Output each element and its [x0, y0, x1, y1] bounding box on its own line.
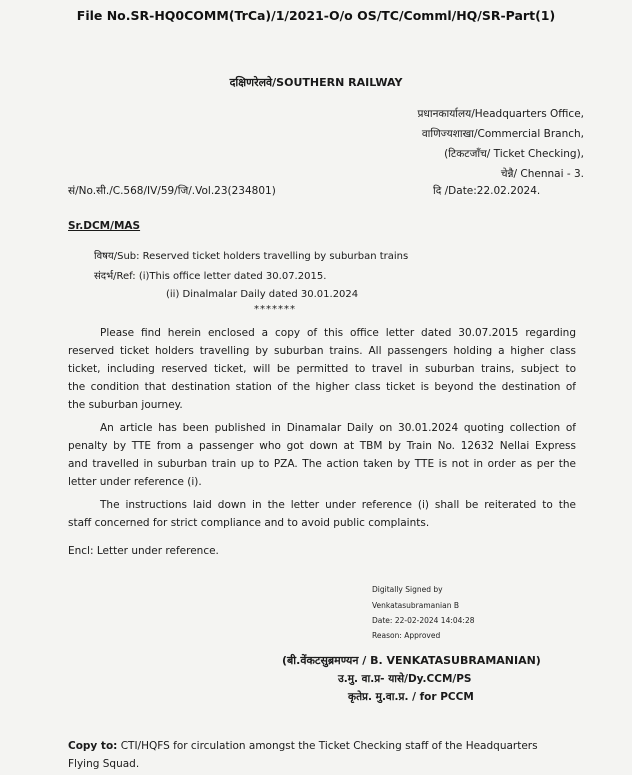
digital-signature-line: Venkatasubramanian B	[372, 601, 459, 610]
paragraph-line: reserved ticket holders travelling by suburban trains. All passengers holding a higher class	[68, 345, 576, 357]
paragraph-1	[68, 324, 576, 414]
paragraph-line: letter under reference (i).	[68, 476, 202, 488]
digital-signature-line: Digitally Signed by	[372, 585, 443, 594]
address-line-3: (टिकटजाँच/ Ticket Checking),	[444, 148, 584, 160]
signatory-designation: उ.मु. वा.प्र- यासे/Dy.CCM/PS	[338, 673, 472, 685]
separator-stars: *******	[254, 304, 296, 315]
copy-to-continuation: Flying Squad.	[68, 758, 140, 770]
railway-name: दक्षिणरेलवे/SOUTHERN RAILWAY	[229, 76, 403, 89]
address-line-2: वाणिज्यशाखा/Commercial Branch,	[421, 128, 584, 140]
paragraph-line: the condition that destination station of the higher class ticket is beyond the destination of	[68, 381, 576, 393]
addressee: Sr.DCM/MAS	[68, 220, 141, 232]
paragraph-line: An article has been published in Dinamalar Daily on 30.01.2024 quoting collection of	[100, 422, 576, 434]
letter-date: दि /Date:22.02.2024.	[433, 185, 541, 197]
address-line-4: चेन्नै/ Chennai - 3.	[500, 168, 584, 180]
paragraph-line: The instructions laid down in the letter under reference (i) shall be reiterated to the	[100, 499, 576, 511]
reference-number: सं/No.सी./C.568/IV/59/जि/.Vol.23(234801)	[68, 185, 276, 197]
copy-to-text: CTI/HQFS for circulation amongst the Ticket Checking staff of the Headquarters	[120, 740, 538, 752]
paragraph-2	[68, 419, 576, 491]
paragraph-line: staff concerned for strict compliance and to avoid public complaints.	[68, 517, 430, 529]
paragraph-line: the suburban journey.	[68, 399, 183, 411]
paragraph-line: ticket, including reserved ticket, will be permitted to travel in suburban trains, subject to	[68, 363, 576, 375]
address-line-1: प्रधानकार्यालय/Headquarters Office,	[417, 108, 584, 120]
copy-to	[68, 740, 538, 753]
reference-line-1: संदर्भ/Ref: (i)This office letter dated 30.07.2015.	[94, 271, 327, 282]
paragraph-line: and travelled in suburban train up to PZA. The action taken by TTE is not in order as per the	[68, 458, 576, 470]
digital-signature-line: Reason: Approved	[372, 631, 441, 640]
subject-line: विषय/Sub: Reserved ticket holders travelling by suburban trains	[94, 251, 409, 262]
copy-to-label: Copy to:	[68, 740, 118, 752]
paragraph-3	[68, 496, 576, 532]
file-number: File No.SR-HQ0COMM(TrCa)/1/2021-O/o OS/TC/Comml/HQ/SR-Part(1)	[76, 8, 556, 23]
paragraph-line: penalty by TTE from a passenger who got down at TBM by Train No. 12632 Nellai Express	[68, 440, 576, 452]
signatory-name: (बी.वेंकटसुब्रमण्यन / B. VENKATASUBRAMANIAN)	[282, 654, 541, 667]
reference-line-2: (ii) Dinalmalar Daily dated 30.01.2024	[166, 289, 359, 300]
digital-signature-line: Date: 22-02-2024 14:04:28	[372, 616, 475, 625]
paragraph-line: Please find herein enclosed a copy of this office letter dated 30.07.2015 regarding	[100, 327, 576, 339]
enclosure-note: Encl: Letter under reference.	[68, 545, 219, 557]
signatory-for: कृतेप्र. मु.वा.प्र. / for PCCM	[348, 691, 474, 703]
